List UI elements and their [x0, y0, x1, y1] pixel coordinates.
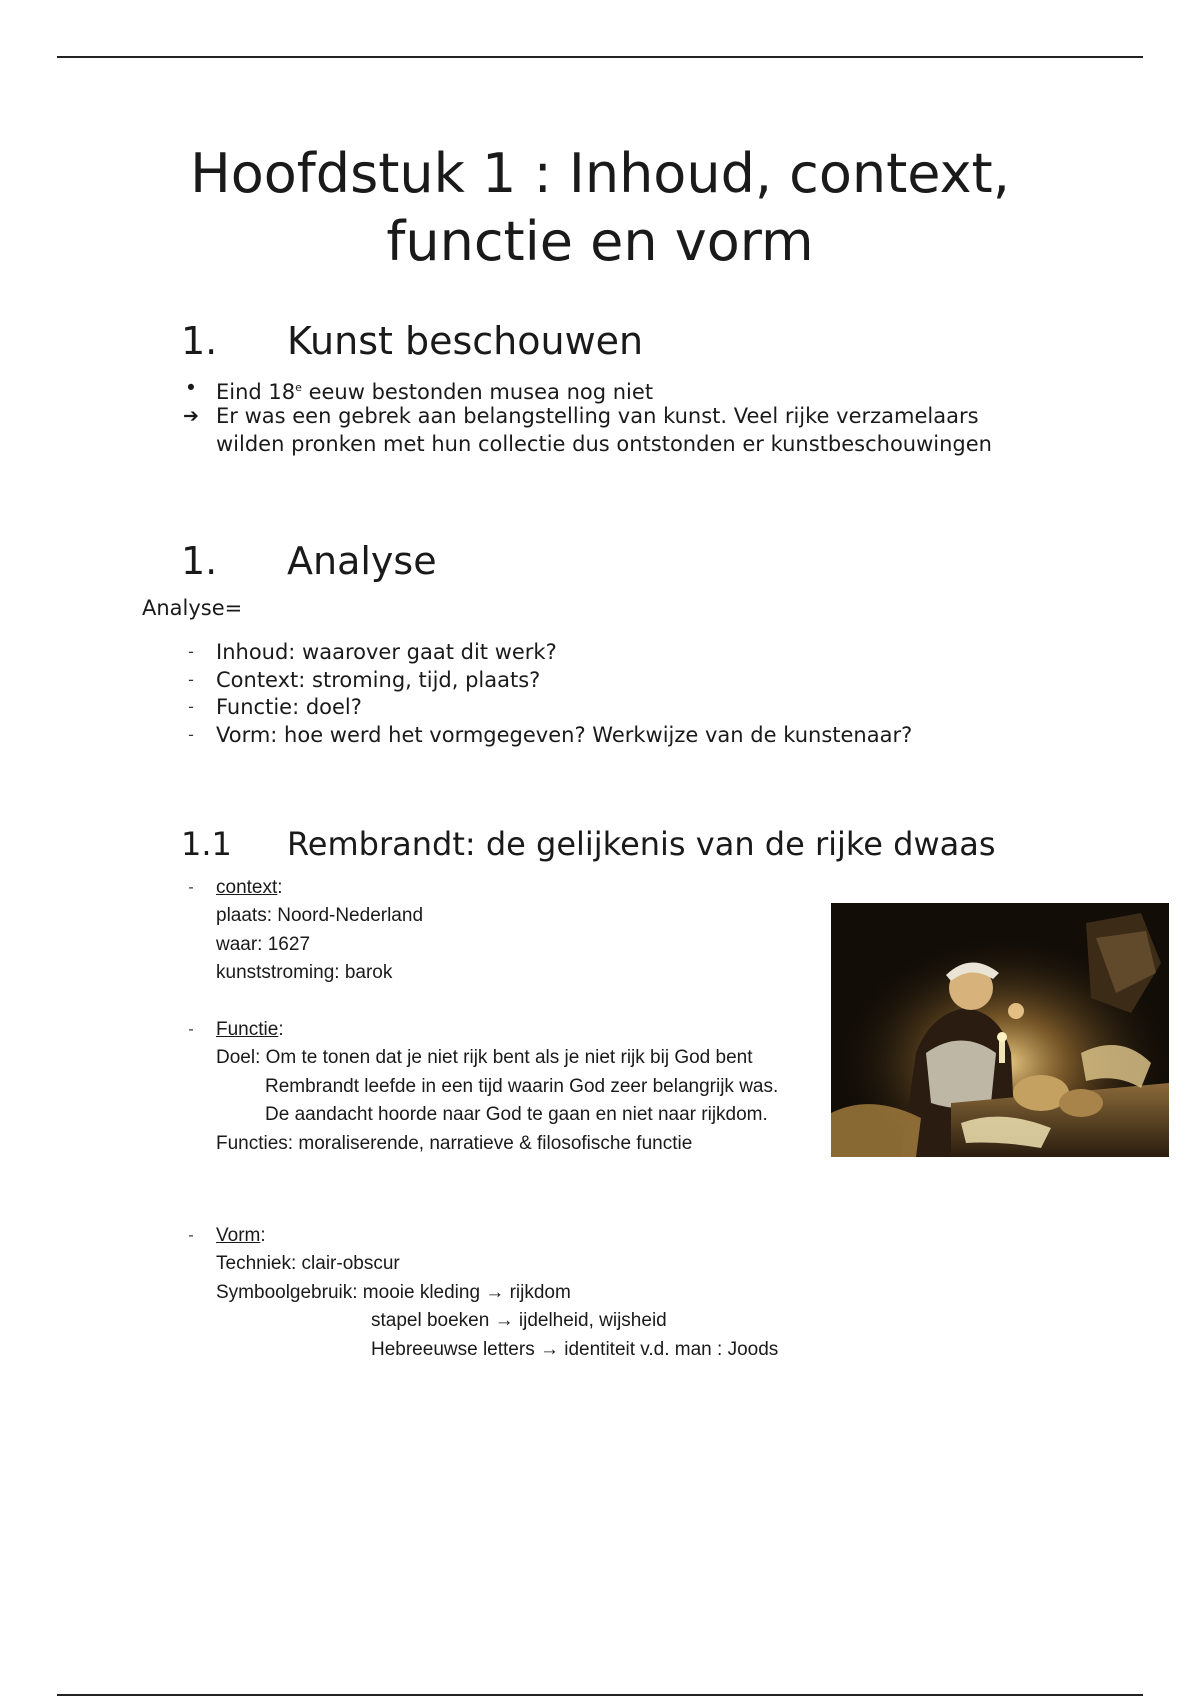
bullet-icon: • — [184, 376, 198, 400]
arrow-text-line-2: wilden pronken met hun collectie dus ontstonden er kunstbeschouwingen — [216, 432, 992, 456]
heading-analyse — [181, 538, 437, 584]
vorm-symbool-3: Hebreeuwse letters → identiteit v.d. man : Joods — [371, 1338, 779, 1360]
arrow-right-icon: ➔ — [183, 405, 199, 427]
functie-doel-2: Rembrandt leefde in een tijd waarin God zeer belangrijk was. — [265, 1075, 779, 1097]
vorm-symbool-1: Symboolgebruik: mooie kleding → rijkdom — [216, 1281, 571, 1303]
vorm-techniek: Techniek: clair-obscur — [216, 1253, 400, 1275]
dash-icon: - — [188, 642, 194, 661]
context-kunststroming: kunststroming: barok — [216, 962, 393, 984]
heading-number: 1.1 — [181, 825, 232, 863]
arrow-text-line-1: Er was een gebrek aan belangstelling van kunst. Veel rijke verzamelaars — [216, 404, 979, 428]
vorm-symbool-2: stapel boeken → ijdelheid, wijsheid — [371, 1310, 667, 1332]
functie-label: Functie: — [216, 1019, 284, 1040]
functie-doel-3: De aandacht hoorde naar God te gaan en niet naar rijkdom. — [265, 1104, 768, 1126]
page-title-line-1: Hoofdstuk 1 : Inhoud, context, — [190, 142, 1010, 205]
dash-icon: - — [188, 669, 194, 689]
context-label: context: — [216, 877, 283, 898]
analyse-intro: Analyse= — [142, 596, 243, 620]
painting-illustration — [831, 903, 1169, 1157]
dash-icon: - — [188, 1021, 194, 1038]
heading-text: Analyse — [287, 539, 437, 583]
page-title-line-2: functie en vorm — [386, 210, 814, 273]
bullet-text: Eind 18e eeuw bestonden musea nog niet — [216, 380, 654, 404]
dash-icon: - — [188, 1227, 194, 1244]
heading-text: Rembrandt: de gelijkenis van de rijke dwaas — [287, 825, 996, 863]
top-rule — [57, 56, 1143, 58]
vorm-label: Vorm: — [216, 1225, 266, 1246]
functie-functies: Functies: moraliserende, narratieve & filosofische functie — [216, 1132, 693, 1154]
heading-number: 1. — [181, 539, 218, 583]
dash-icon: - — [188, 879, 194, 896]
dash-icon: - — [188, 724, 194, 744]
bottom-rule — [57, 1694, 1143, 1696]
heading-rembrandt — [181, 824, 996, 864]
rembrandt-painting-image — [831, 903, 1169, 1157]
functie-doel-1: Doel: Om te tonen dat je niet rijk bent als je niet rijk bij God bent — [216, 1047, 753, 1069]
heading-kunst-beschouwen — [181, 318, 643, 364]
heading-text: Kunst beschouwen — [287, 319, 644, 363]
page-title — [120, 140, 1080, 276]
context-waar: waar: 1627 — [216, 933, 311, 955]
heading-number: 1. — [181, 319, 218, 363]
context-plaats: plaats: Noord-Nederland — [216, 905, 424, 927]
dash-icon: - — [188, 697, 194, 716]
